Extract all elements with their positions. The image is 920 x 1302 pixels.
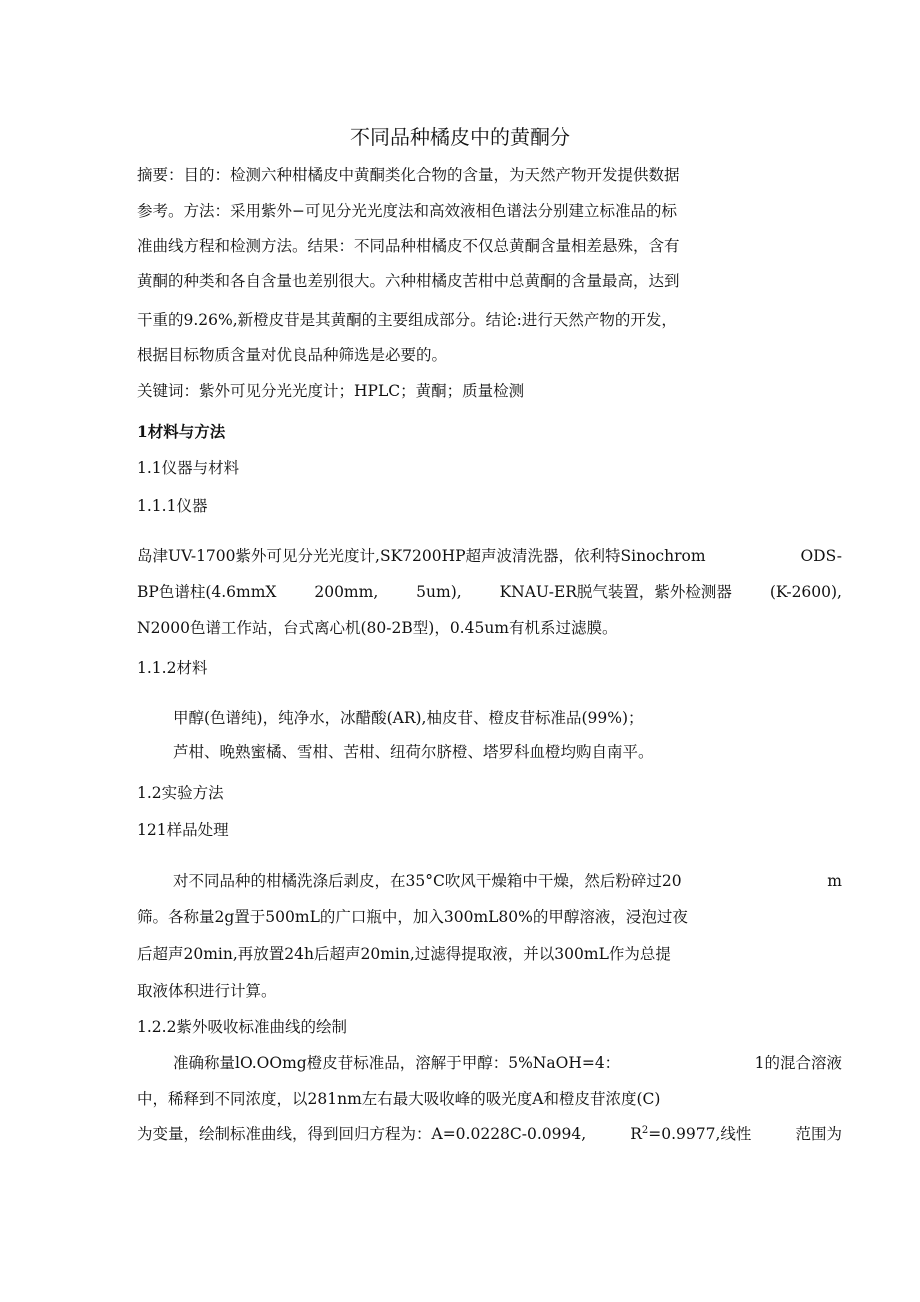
uv-line — [137, 1124, 842, 1144]
section-heading-1-1: 1.1仪器与材料 — [137, 459, 240, 477]
section-heading-1-2-1: 121样品处理 — [137, 821, 229, 839]
text-span: R — [630, 1125, 642, 1143]
instrument-line: N2000色谱工作站，台式离心机(80-2B型)，0.45um有机系过滤膜。 — [137, 619, 618, 637]
abstract-line: 参考。方法：采用紫外−可见分光光度法和高效液相色谱法分别建立标准品的标 — [137, 202, 677, 220]
equation-r-squared — [630, 1124, 751, 1144]
text-span: 200mm, — [314, 583, 379, 601]
section-heading-1-2-2: 1.2.2紫外吸收标准曲线的绘制 — [137, 1018, 347, 1036]
instrument-line — [137, 582, 842, 602]
section-heading-1-1-2: 1.1.2材料 — [137, 659, 208, 677]
text-span: KNAU-ER脱气装置，紫外检测器 — [499, 583, 732, 601]
materials-line: 芦柑、晚熟蜜橘、雪柑、苦柑、纽荷尔脐橙、塔罗科血橙均购自南平。 — [173, 743, 654, 761]
superscript: 2 — [641, 1124, 649, 1136]
sample-line — [173, 871, 842, 891]
sample-line: 后超声20min,再放置24h后超声20min,过滤得提取液，并以300mL作为总提 — [137, 945, 671, 963]
text-span: 对不同品种的柑橘洗涤后剥皮，在35°C吹风干燥箱中干燥，然后粉碎过20 — [173, 872, 682, 890]
abstract-line: 摘要：目的：检测六种柑橘皮中黄酮类化合物的含量，为天然产物开发提供数据 — [137, 166, 680, 184]
sample-line: 取液体积进行计算。 — [137, 982, 277, 1000]
abstract-line: 黄酮的种类和各自含量也差别很大。六种柑橘皮苦柑中总黄酮的含量最高，达到 — [137, 272, 680, 290]
materials-line: 甲醇(色谱纯)，纯净水，冰醋酸(AR),柚皮苷、橙皮苷标准品(99%)； — [173, 709, 644, 727]
abstract-line: 根据目标物质含量对优良品种筛选是必要的。 — [137, 346, 448, 364]
section-heading-1-2: 1.2实验方法 — [137, 784, 224, 802]
text-span: 为变量，绘制标准曲线，得到回归方程为：A=0.0228C-0.0994, — [137, 1125, 587, 1143]
abstract-line: 干重的9.26%,新橙皮苷是其黄酮的主要组成部分。结论:进行天然产物的开发， — [137, 311, 677, 329]
text-span: 准确称量lO.OOmg橙皮苷标准品，溶解于甲醇：5%NaOH=4： — [173, 1054, 621, 1072]
keywords: 关键词：紫外可见分光光度计；HPLC；黄酮；质量检测 — [137, 382, 525, 400]
text-span: m — [827, 872, 842, 890]
text-span: 范围为 — [795, 1125, 842, 1143]
text-span: 5um), — [416, 583, 462, 601]
instrument-line — [137, 546, 842, 566]
text-span: ODS- — [800, 547, 842, 565]
section-heading-1-1-1: 1.1.1仪器 — [137, 497, 208, 515]
paper-title: 不同品种橘皮中的黄酮分 — [350, 125, 570, 149]
text-span: 1的混合溶液 — [754, 1054, 842, 1072]
uv-line — [173, 1053, 842, 1073]
text-span: =0.9977,线性 — [648, 1125, 752, 1143]
abstract-line: 准曲线方程和检测方法。结果：不同品种柑橘皮不仅总黄酮含量相差悬殊，含有 — [137, 237, 680, 255]
uv-line: 中，稀释到不同浓度，以281nm左右最大吸收峰的吸光度A和橙皮苷浓度(C) — [137, 1090, 661, 1108]
text-span: (K-2600), — [769, 583, 842, 601]
text-span: 岛津UV-1700紫外可见分光光度计,SK7200HP超声波清洗器，依利特Sinochrom — [137, 547, 706, 565]
sample-line: 筛。各称量2g置于500mL的广口瓶中，加入300mL80%的甲醇溶液，浸泡过夜 — [137, 908, 688, 926]
section-heading-1: 1材料与方法 — [137, 422, 226, 441]
text-span: BP色谱柱(4.6mmX — [137, 583, 277, 601]
